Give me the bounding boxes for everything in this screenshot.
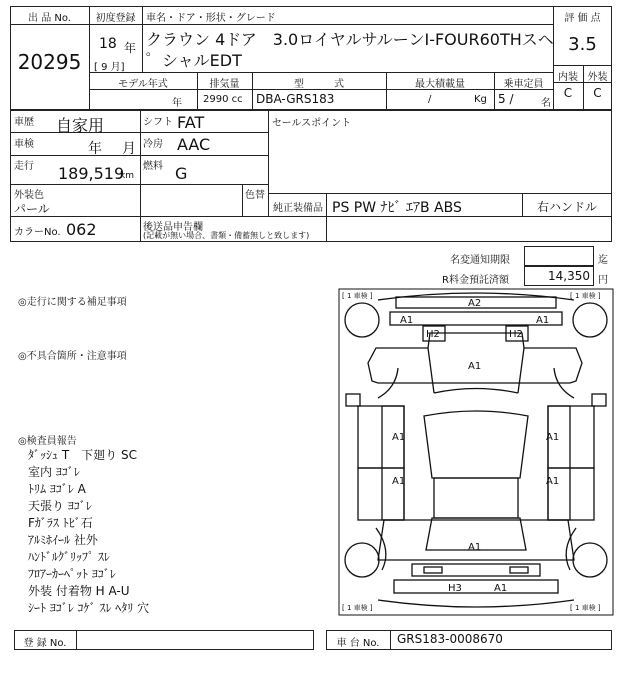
capacity-value: 5 / — [498, 92, 514, 106]
inspector-label: ◎検査員報告 — [18, 436, 77, 447]
reg-no-label: 登 録 No. — [23, 638, 67, 649]
model-year-label: モデル年式 — [118, 79, 168, 90]
type-label: 型 式 — [294, 79, 344, 90]
inspection-year: 年 — [88, 141, 102, 157]
inspector-line: ﾊﾝﾄﾞﾙｸﾞﾘｯﾌﾟ ｽﾚ — [28, 550, 110, 564]
max-load-unit: Kg — [474, 94, 487, 105]
repaint-label: 色替 — [245, 190, 265, 201]
corner-label-tr: [ 1 車検 ] — [570, 292, 601, 300]
equipment-value: PS PW ﾅﾋﾞ ｴｱB ABS — [332, 200, 462, 216]
inspector-lines — [28, 446, 149, 616]
car-name-line2: ゜シャルEDT — [146, 51, 242, 70]
grade-label: 評 価 点 — [564, 13, 601, 24]
aftermarket-label: 後送品申告欄 — [143, 222, 203, 233]
inspector-line: ﾀﾞｯｼｭ T 下廻り SC — [28, 448, 137, 462]
corner-label-bl: [ 1 車検 ] — [342, 604, 373, 612]
mark-right-rear-door: A1 — [546, 476, 560, 487]
recycle-label: R料金預託済額 — [442, 275, 509, 286]
exterior-color-label: 外装色 — [14, 190, 44, 201]
corner-label-br: [ 1 車検 ] — [570, 604, 601, 612]
fuel-label: 燃料 — [143, 161, 163, 172]
inspection-label: 車検 — [14, 139, 34, 150]
inspector-line: 天張り ﾖｺﾞﾚ — [28, 499, 92, 513]
defects-label: ◎不具合箇所・注意事項 — [18, 351, 127, 362]
lot-no: 20295 — [17, 50, 82, 74]
mark-right-front-door: A1 — [546, 432, 560, 443]
type-value: DBA-GRS183 — [256, 92, 335, 106]
interior-label: 内装 — [558, 72, 578, 83]
max-load-label: 最大積載量 — [415, 79, 465, 90]
mark-trunk: A1 — [468, 542, 482, 553]
mark-rear-bumper-left: H3 — [448, 583, 462, 594]
mark-front-left: A1 — [400, 315, 414, 326]
inspector-line: Fｶﾞﾗｽ ﾄﾋﾞ石 — [28, 516, 93, 530]
fuel-value: G — [175, 164, 188, 183]
capacity-label: 乗車定員 — [503, 79, 544, 90]
capacity-unit: 名 — [541, 98, 551, 109]
first-reg-year-unit: 年 — [124, 41, 137, 55]
inspector-line: ﾌﾛｱｰｶｰﾍﾟｯﾄ ﾖｺﾞﾚ — [28, 567, 116, 581]
exterior-color-value: パール — [14, 202, 50, 216]
first-reg-month: [ 9 月] — [94, 62, 125, 73]
corner-label-tl: [ 1 車検 ] — [342, 292, 373, 300]
recycle-value: 14,350 — [548, 269, 590, 283]
mileage-value: 189,519 — [58, 164, 125, 183]
inspector-line: 室内 ﾖｺﾞﾚ — [28, 465, 80, 479]
shift-value: FAT — [177, 113, 205, 132]
inspector-line: ｱﾙﾐﾎｲｰﾙ 社外 — [28, 533, 98, 547]
aftermarket-note: (記載が無い場合、書類・備蓄無しと致します) — [143, 231, 310, 240]
inspector-line: ｼｰﾄ ﾖｺﾞﾚ ｺｹﾞ ｽﾚ ﾍﾀﾘ 穴 — [28, 601, 150, 615]
mileage-label: 走行 — [14, 161, 34, 172]
equipment-label: 純正装備品 — [273, 203, 323, 214]
mark-rear-bumper-right: A1 — [494, 583, 508, 594]
car-damage-diagram — [338, 288, 614, 616]
grade-value: 3.5 — [568, 34, 597, 55]
first-reg-year: 18 — [99, 36, 117, 52]
sales-point-label: セールスポイント — [272, 118, 352, 129]
steering-value: 右ハンドル — [536, 200, 597, 214]
mark-left-rear-door: A1 — [392, 476, 406, 487]
max-load-slash: / — [428, 94, 432, 105]
chassis-value: GRS183-0008670 — [397, 632, 503, 646]
notice-label: 名変通知期限 — [450, 255, 510, 266]
inspector-line: 外装 付着物 H A-U — [28, 584, 130, 598]
notice-box — [524, 246, 594, 266]
chassis-label: 車 台 No. — [336, 638, 380, 649]
exterior-label: 外装 — [587, 72, 608, 83]
inspector-line: ﾄﾘﾑ ﾖｺﾞﾚ A — [28, 482, 86, 496]
color-no-label: カラーNo. — [14, 227, 61, 238]
history-label: 車歴 — [14, 117, 34, 128]
mark-hood: A1 — [468, 361, 482, 372]
lot-no-label: 出 品 No. — [28, 13, 71, 24]
mark-lamp-left: H2 — [426, 329, 440, 340]
recycle-unit: 円 — [598, 275, 608, 286]
mark-front-bumper: A2 — [468, 298, 482, 309]
notice-unit: 迄 — [598, 255, 608, 266]
mileage-unit: km — [120, 171, 134, 181]
exterior-grade: C — [593, 86, 602, 100]
model-year-unit: 年 — [172, 98, 182, 109]
history-value: 自家用 — [56, 116, 105, 135]
mark-lamp-right: H2 — [509, 329, 523, 340]
driving-notes-label: ◎走行に関する補足事項 — [18, 297, 127, 308]
aircon-label: 冷房 — [143, 139, 163, 150]
displacement: 2990 cc — [203, 94, 243, 105]
mark-front-right: A1 — [536, 315, 550, 326]
displacement-label: 排気量 — [209, 79, 240, 90]
aircon-value: AAC — [177, 135, 211, 154]
shift-label: シフト — [143, 117, 173, 128]
inspection-month: 月 — [122, 141, 136, 157]
car-name-line1: クラウン 4ドア 3.0ロイヤルサルーンI-FOUR60THスヘ — [146, 30, 554, 49]
color-no-value: 062 — [66, 220, 97, 239]
car-name-label: 車名・ドア・形状・グレード — [146, 13, 276, 24]
interior-grade: C — [563, 86, 573, 100]
first-reg-label: 初度登録 — [95, 13, 136, 24]
mark-left-front-door: A1 — [392, 432, 406, 443]
